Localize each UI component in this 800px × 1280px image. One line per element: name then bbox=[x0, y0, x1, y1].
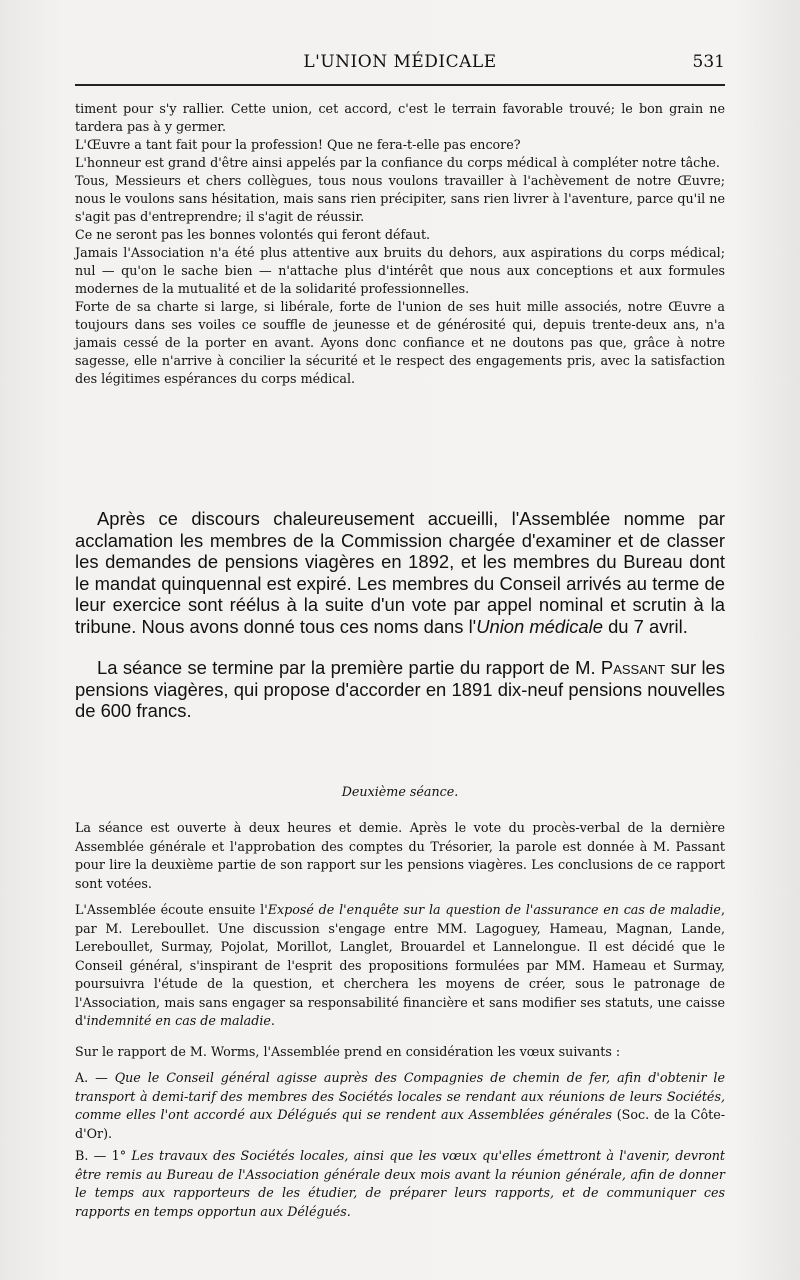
wish-a-source: (Soc. de la Côte-d'Or). bbox=[75, 1107, 726, 1141]
page-number: 531 bbox=[692, 52, 725, 72]
running-title: L'UNION MÉDICALE bbox=[303, 52, 497, 72]
speech-continuation bbox=[75, 100, 725, 388]
expose-title: Exposé de l'enquête sur la question de l'assurance en cas de maladie bbox=[267, 902, 721, 917]
session-paragraph-2 bbox=[75, 901, 725, 1031]
large-paragraph-1-end: du 7 avril. bbox=[602, 615, 688, 637]
large-paragraph-2 bbox=[75, 657, 725, 722]
second-session-text bbox=[75, 819, 725, 1221]
session-paragraph-1: La séance est ouverte à deux heures et demie. Après le vote du procès-verbal de la dernière Assemblée générale et l'approbation des comptes du Trésorier, la parole est donnée à M. Passant pour lire la deuxième partie de son rapport sur les pensions viagères. Les conclusions de ce rapport sont votées. bbox=[75, 820, 725, 891]
paragraph-1: timent pour s'y rallier. Cette union, cet accord, c'est le terrain favorable trouvé; le bon grain ne tardera pas à y germer. bbox=[75, 101, 725, 134]
wish-a-text: Que le Conseil général agisse auprès des Compagnies de chemin de fer, afin d'obtenir le transport à demi-tarif des membres des Sociétés locales se rendant aux réunions de leurs Sociétés, comme elles l'ont accordé aux Délégués qui se rendent aux Assemblées générales bbox=[75, 1070, 725, 1122]
wish-b-lead: B. — 1° bbox=[75, 1148, 132, 1163]
section-title: Deuxième séance. bbox=[341, 784, 459, 799]
large-paragraph-2-text: La séance se termine par la première partie du rapport de M. bbox=[97, 657, 601, 678]
paragraph-4: Tous, Messieurs et chers collègues, tous nous voulons travailler à l'achèvement de notre Œuvre; nous le voulons sans hésitation, mais sans rien précipiter, sans rien livrer à l'aventure, parce qu'il ne s'agit pas d'entreprendre; il s'agit de réussir. bbox=[75, 173, 725, 224]
large-paragraph-1 bbox=[75, 508, 725, 637]
paragraph-5: Ce ne seront pas les bonnes volontés qui feront défaut. bbox=[75, 227, 431, 242]
paragraph-7: Forte de sa charte si large, si libérale, forte de l'union de ses huit mille associés, notre Œuvre a toujours dans ses voiles ce souffle de jeunesse et de générosité qui, depuis trente-deux ans, n'a jamais cessé de la porter en avant. Ayons donc confiance et ne doutons pas que, grâce à notre sagesse, elle n'arrive à concilier la sécurité et le respect des engagements pris, avec la satisfaction des légitimes espérances du corps médical. bbox=[75, 299, 725, 386]
wish-b bbox=[75, 1147, 725, 1221]
wish-b-text: Les travaux des Sociétés locales, ainsi que les vœux qu'elles émettront à l'avenir, devront être remis au Bureau de l'Association générale deux mois avant la réunion générale, afin de donner le temps aux rapporteurs de les étudier, de préparer leurs rapports, et de communiquer ces rapports en temps opportun aux Délégués. bbox=[75, 1148, 726, 1219]
header-rule bbox=[75, 84, 725, 86]
large-paragraph-1-text: Après ce discours chaleureusement accueilli, l'Assemblée nomme par acclamation les membres de la Commission chargée d'examiner et de classer les demandes de pensions viagères en 1892, et les membres du Bureau dont le mandat quinquennal est expiré. Les membres du Conseil arrivés au terme de leur exercice sont réélus à la suite d'un vote par appel nominal et scrutin à la tribune. Nous avons donné tous ces noms dans l' bbox=[75, 508, 725, 637]
session-paragraph-3: Sur le rapport de M. Worms, l'Assemblée prend en considération les vœux suivants : bbox=[75, 1043, 621, 1059]
speaker-name: Passant bbox=[600, 657, 666, 678]
paragraph-6: Jamais l'Association n'a été plus attentive aux bruits du dehors, aux aspirations du corps médical; nul — qu'on le sache bien — n'attache plus d'intérêt que nous aux conceptions et aux formules modernes de la mutualité et de la solidarité professionnelles. bbox=[75, 245, 725, 296]
large-paragraph-2-end: sur les pensions viagères, qui propose d'accorder en 1891 dix-neuf pensions nouvelles de 600 francs. bbox=[75, 657, 725, 721]
wish-a-lead: A. — bbox=[75, 1070, 115, 1085]
indemnity-term: indemnité en cas de maladie bbox=[86, 1013, 271, 1028]
running-head bbox=[75, 50, 725, 80]
session-paragraph-2-text: L'Assemblée écoute ensuite l' bbox=[75, 902, 268, 917]
paragraph-3: L'honneur est grand d'être ainsi appelés par la confiance du corps médical à compléter notre tâche. bbox=[75, 155, 720, 170]
session-paragraph-2-end: . bbox=[270, 1013, 275, 1028]
wish-a bbox=[75, 1069, 725, 1143]
session-paragraph-2-body: , par M. Lereboullet. Une discussion s'engage entre MM. Lagoguey, Hameau, Magnan, Lande, Lereboullet, Surmay, Pojolat, Morillot, Langlet, Brouardel et Lannelongue. Il est décidé que le Conseil général, s'inspirant de l'esprit des propositions formulées par MM. Hameau et Surmay, poursuivra l'étude de la question, et cherchera les moyens de créer, sous le patronage de l'Association, mais sans engager sa responsabilité financière et sans modifier ses statuts, une caisse d' bbox=[75, 902, 725, 1028]
journal-title: Union médicale bbox=[476, 615, 603, 637]
report-large-text bbox=[75, 508, 725, 722]
paragraph-2: L'Œuvre a tant fait pour la profession! Que ne fera-t-elle pas encore? bbox=[75, 137, 521, 152]
